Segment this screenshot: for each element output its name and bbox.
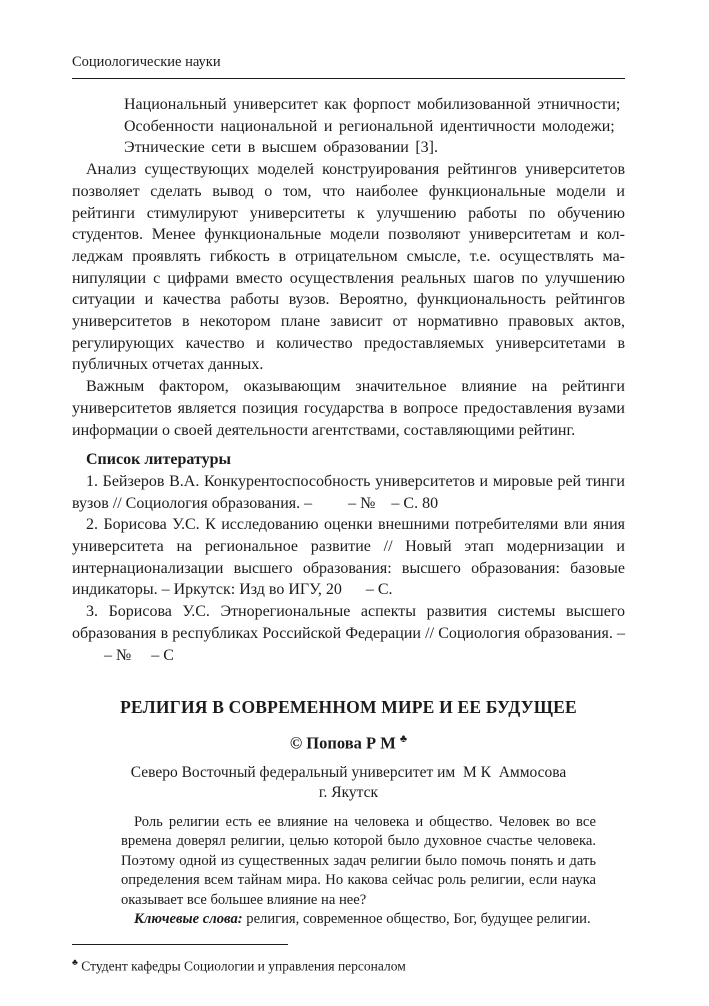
article-title: РЕЛИГИЯ В СОВРЕМЕННОМ МИРЕ И ЕЕ БУДУЩЕЕ (120, 697, 577, 718)
abstract-text: Роль религии есть ее влияние на человека и общество. Человек во все времена доверял религии, целью которой было духовное счастье человека. Поэтому одной из существенных задач религии было помочь понять и дать определения всем тайнам мира. Но какова сейчас роль религии, если наука оказывает все большее влияние на нее? (121, 813, 596, 908)
previous-article-end (72, 94, 625, 666)
reference-item: 3. Борисова У.С. Этнорегиональные аспекты развития системы высшего образования в республиках Российской Федерации // Социология образования. – – № – С (72, 603, 625, 664)
page-header (72, 54, 625, 79)
quote-item: Особенности национальной и региональной идентичности молодежи; (124, 117, 615, 135)
reference-item: 2. Борисова У.С. К исследованию оценки внешними потребителями вли яния университета на региональное развитие // Новый этап модернизации и интернационализации высшего образования: высшего образования: базовые индикаторы. – Иркутск: Изд во ИГУ, 20 – С. (72, 516, 625, 599)
abstract-block (121, 813, 596, 930)
quote-item: Национальный университет как форпост мобилизованной этничности; (124, 96, 621, 113)
footnote-text-line (72, 954, 625, 975)
body-paragraph: Анализ существующих моделей конструирования рейтингов университетов позволяет сделать вывод о том, что наиболее функциональные модели и рейтинги стимулируют университеты к улучшению работы по обучению студентов. Менее функциональные модели позволяют университетам и колледжам проявлять гибкость в отрицательном смысле, т.е. осуществлять манипуляции с цифрами вместо осуществления реальных шагов по улучшению ситуации и качества работы вузов. Вероятно, функциональность рейтингов университетов в некотором плане зависит от нормативно правовых актов, регулирующих качество и количество предоставляемых университетами в публичных отчетах данных. (72, 161, 625, 374)
footnote-rule (72, 944, 288, 945)
quote-item: Этнические сети в высшем образовании [3]. (124, 139, 438, 157)
keywords-label: Ключевые слова: (134, 911, 243, 928)
keywords-text: религия, современное общество, Бог, будущее религии. (246, 911, 591, 928)
keywords-line (121, 910, 596, 930)
affiliation: Северо Восточный федеральный университет им М К Аммосова (130, 763, 567, 781)
author-footnote-mark: ♣ (399, 733, 408, 746)
affiliation-city: г. Якутск (318, 783, 379, 801)
references-heading: Список литературы (86, 451, 231, 469)
footnote-block (72, 944, 625, 975)
running-head: Социологические науки (72, 54, 221, 70)
body-paragraph: Важным фактором, оказывающим значительное влияние на рейтинги университетов является позиция государства в вопросе предоставления вузами информации о своей деятельности агентствами, составляющими рейтинг. (72, 378, 625, 439)
reference-item: 1. Бейзеров В.А. Конкурентоспособность университетов и мировые рей тинги вузов // Социология образования. – – № – С. 80 (72, 472, 625, 512)
copyright-author-line (72, 733, 625, 754)
author-name: © Попова Р М (289, 733, 396, 753)
article-header (72, 696, 625, 803)
quote-list (124, 94, 625, 159)
footnote-text: Студент кафедры Социологии и управления персоналом (81, 958, 406, 974)
footnote-mark: ♣ (72, 956, 78, 967)
